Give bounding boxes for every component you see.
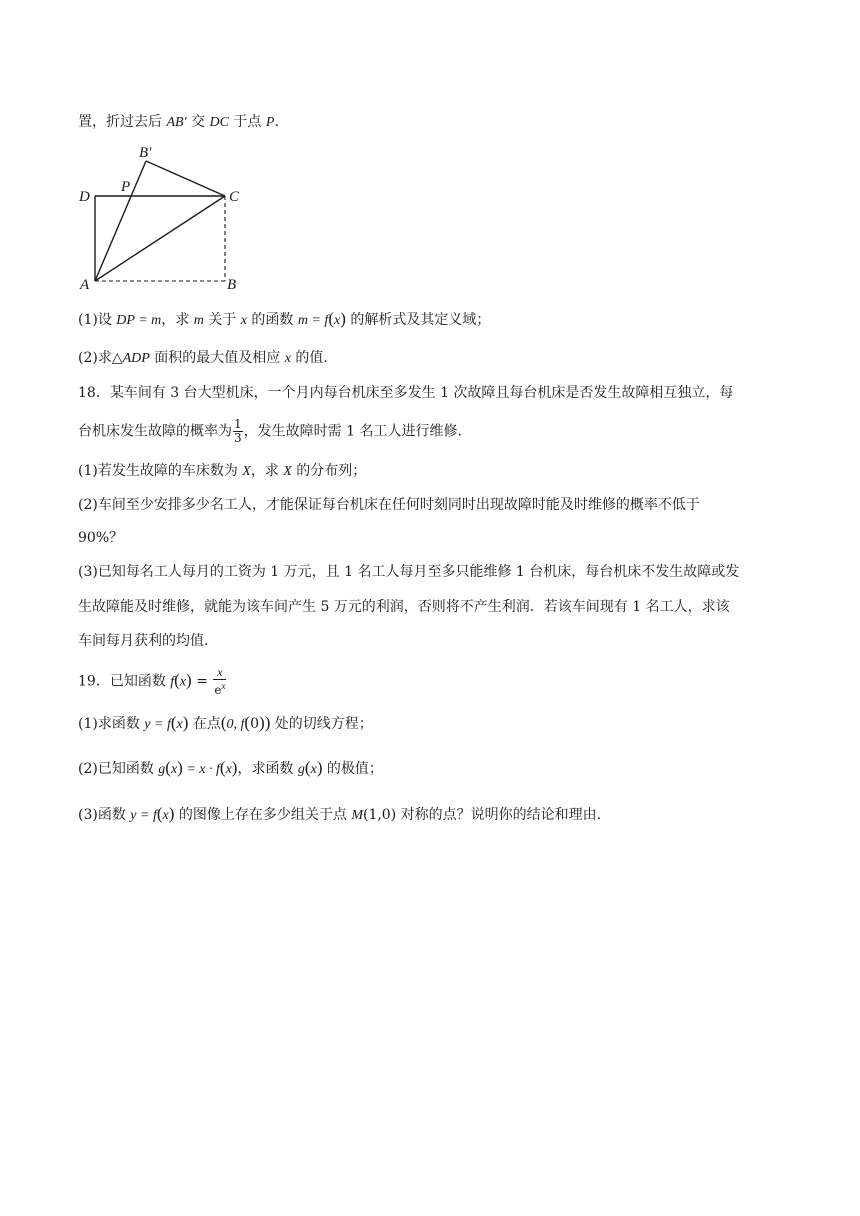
- label-c: C: [229, 189, 240, 205]
- segment-ab-prime: AB′: [166, 115, 187, 130]
- intro-end: .: [274, 114, 279, 130]
- q18-p1-c: 的分布列；: [291, 463, 367, 479]
- q19-intro-rp: ): [186, 670, 192, 690]
- euler-e: e: [214, 683, 222, 697]
- q19-p1-c: 处的切线方程；: [270, 716, 373, 732]
- q19-p1-rp: ): [182, 713, 189, 732]
- q19-p1-zero: 0: [250, 716, 260, 732]
- q17-p1-expr1: DP = m: [116, 313, 162, 328]
- q19-p3-rp: ): [168, 804, 175, 823]
- fraction-numerator: 1: [234, 417, 242, 431]
- q17-p1-c: 关于: [203, 312, 241, 328]
- q17-p1-lp: (: [328, 309, 334, 328]
- q18-part3-line3: 车间每月获利的均值.: [78, 633, 209, 649]
- q17-p1-b: ，求: [161, 312, 194, 328]
- q19-p2-lp: (: [165, 758, 171, 777]
- q19-intro-lp: (: [174, 670, 180, 690]
- q19-p3-lp: (: [156, 804, 163, 823]
- q19-p3-b: 的图像上存在多少组关于点: [174, 807, 352, 823]
- q18-part2-line1: (2)车间至少安排多少名工人，才能保证每台机床在任何时刻同时出现故障时能及时维修的概率不低于: [78, 497, 700, 513]
- intro-text-c: 于点: [228, 114, 266, 130]
- q17-p1-m: m: [193, 313, 204, 328]
- q19-p2-x3: x: [310, 762, 317, 777]
- variable-x-2: X: [283, 464, 292, 479]
- q19-p2-lp3: (: [304, 758, 311, 777]
- q19-p2-b: ，求函数: [237, 761, 298, 777]
- label-b-prime: B′: [139, 145, 152, 161]
- q19-p1-b: 在点: [188, 716, 221, 732]
- q18-part2-line2: 90%？: [78, 530, 124, 546]
- q17-p1-expr2: m = f: [297, 313, 329, 328]
- segment-dc: DC: [209, 115, 229, 130]
- q17-p1-xv: x: [333, 313, 341, 328]
- q19-f: f: [170, 674, 175, 690]
- q19-p3-a: (3)函数: [78, 807, 131, 823]
- q19-p2-rp: ): [177, 758, 183, 777]
- point-m-coords: (1,0): [362, 807, 397, 823]
- q18-part3-line1: (3)已知每名工人每月的工资为 1 万元，且 1 名工人每月至多只能维修 1 台机床，每台机床不发生故障或发: [78, 564, 740, 580]
- q19-p1-lp3: (: [244, 713, 251, 732]
- fraction-denominator: 3: [234, 431, 242, 445]
- point-p: P: [265, 115, 275, 130]
- q19-p1-x: x: [176, 717, 183, 732]
- q17-p1-d: 的函数: [246, 312, 298, 328]
- q19-p2-rp3: ): [316, 758, 323, 777]
- exponent-x: x: [221, 681, 226, 691]
- label-b: B: [227, 277, 237, 293]
- q17-p2-x: x: [284, 351, 291, 366]
- variable-x: X: [242, 464, 251, 479]
- folded-rectangle-figure: [76, 140, 256, 296]
- q19-p2-eq: = x · f: [182, 762, 220, 777]
- intro-line: [78, 112, 279, 133]
- q19-p1-pt: 0, f: [226, 717, 245, 732]
- q18-part3-line2: 生故障能及时维修，就能为该车间产生 5 万元的利润，否则将不产生利润．若该车间现有 1 名工人，求该: [78, 599, 730, 615]
- q19-part3: [78, 804, 601, 826]
- q18-intro-line2: [78, 418, 462, 445]
- q17-p1-rp: ): [340, 309, 346, 328]
- q18-p1-a: (1)若发生故障的车床数为: [78, 463, 243, 479]
- q19-p2-lp2: (: [219, 758, 226, 777]
- q17-part2: [78, 348, 328, 369]
- label-a: A: [80, 277, 90, 293]
- q19-p2-a: (2)已知函数: [78, 761, 159, 777]
- q19-p1-rp3: ): [259, 713, 265, 732]
- q17-p1-a: (1)设: [78, 312, 117, 328]
- q19-p2-x2: x: [225, 762, 232, 777]
- q19-p3-c: 对称的点？说明你的结论和理由.: [396, 807, 602, 823]
- q19-p1-rp2: ): [264, 713, 271, 732]
- intro-text-a: 置，折过去后: [78, 114, 167, 130]
- q19-p2-rp2: ): [231, 758, 238, 777]
- q17-p1-e: 的解析式及其定义域；: [345, 312, 491, 328]
- q19-intro-x: x: [179, 674, 187, 690]
- q18-intro-line1: 18．某车间有 3 台大型机床，一个月内每台机床至多发生 1 次故障且每台机床是否发生故障相互独立，每: [78, 385, 734, 401]
- q19-p1-lp: (: [170, 713, 177, 732]
- q19-intro-eq: =: [191, 673, 213, 690]
- q19-part2: [78, 758, 383, 780]
- q19-p3-expr: y = f: [130, 808, 157, 823]
- triangle-symbol: △: [111, 350, 123, 366]
- q17-p2-c: 的值.: [290, 350, 328, 366]
- probability-fraction: [233, 418, 243, 445]
- q19-p1-expr: y = f: [144, 717, 171, 732]
- q19-part1: [78, 713, 373, 735]
- q19-intro-a: 19．已知函数: [78, 673, 171, 690]
- q17-part1: [78, 309, 490, 331]
- label-d: D: [79, 189, 90, 205]
- q18-intro-line2b: ，发生故障时需 1 名工人进行维修.: [243, 423, 462, 440]
- q19-frac-den: [213, 680, 226, 697]
- intro-text-b: 交: [186, 114, 210, 130]
- q19-p1-a: (1)求函数: [78, 716, 145, 732]
- q17-p1-x: x: [240, 313, 247, 328]
- side-b-prime-c: [146, 161, 225, 196]
- q19-p1-lp2: (: [220, 713, 227, 732]
- q19-p2-g2: g: [297, 762, 305, 777]
- q19-p2-x: x: [170, 762, 178, 777]
- point-m: M: [351, 808, 363, 823]
- q19-p2-g: g: [158, 762, 166, 777]
- q19-frac-num: x: [213, 666, 226, 680]
- q17-p2-adp: ADP: [122, 351, 150, 366]
- q19-intro: [78, 666, 227, 697]
- q19-fraction: [213, 666, 226, 697]
- q19-p3-x: x: [162, 808, 169, 823]
- q18-part1: [78, 461, 366, 482]
- q18-intro-line2a: 台机床发生故障的概率为: [78, 423, 232, 440]
- q17-p2-b: 面积的最大值及相应: [149, 350, 285, 366]
- label-p: P: [121, 179, 131, 195]
- q19-p2-c: 的极值；: [322, 761, 383, 777]
- diagonal-ac: [95, 196, 225, 281]
- q18-p1-b: ，求: [250, 463, 284, 479]
- q17-p2-a: (2)求: [78, 350, 112, 366]
